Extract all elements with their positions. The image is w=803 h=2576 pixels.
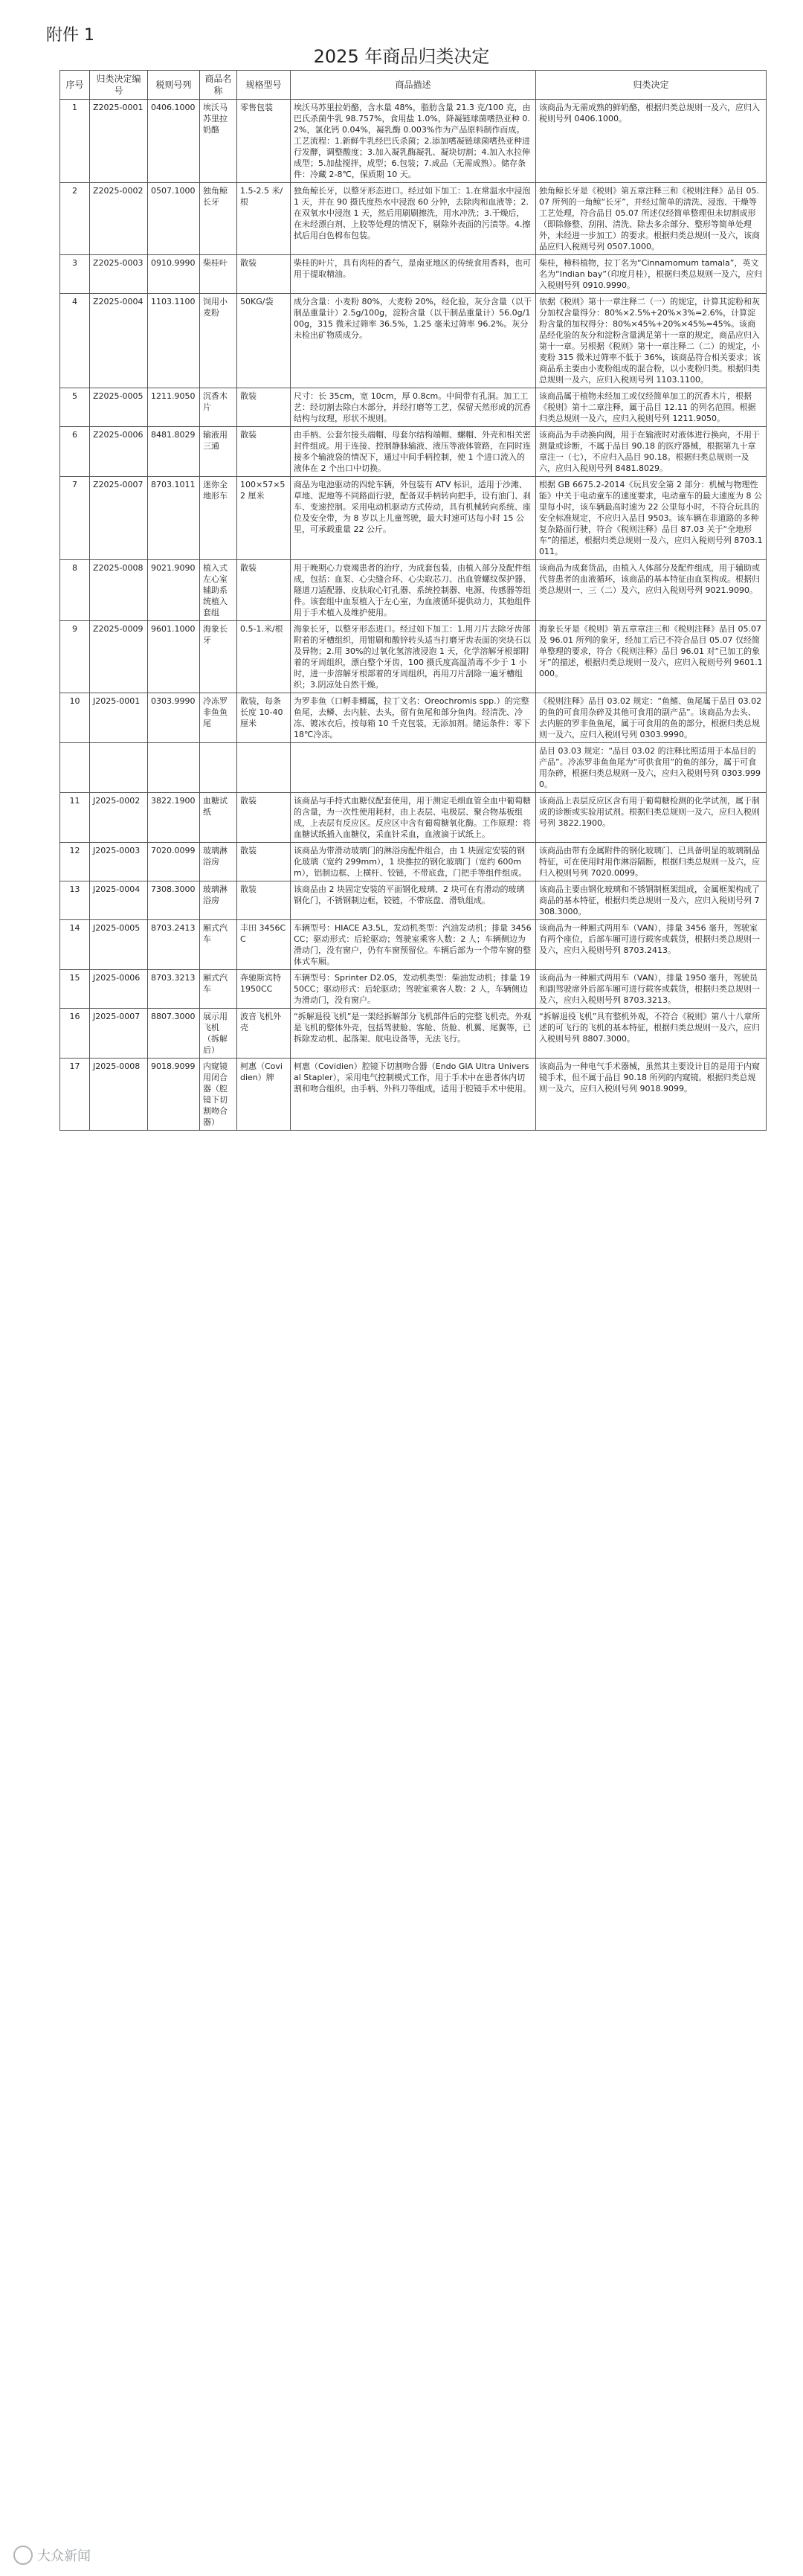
row-seq: 4 [60,294,90,388]
header-code: 归类决定编号 [90,71,148,100]
row-seq: 12 [60,843,90,881]
table-header-row [60,71,767,100]
row-hs-code: 3822.1900 [148,793,200,843]
table-row [60,183,767,255]
classification-table [59,70,767,1131]
row-description: 海象长牙，以整牙形态进口。经过如下加工：1.用刀片去除牙齿部附着的牙槽组织，用钳刷和酸锌转头适当打磨牙齿表面的突块石以及异物；2.用 30%的过氧化氢溶液浸泡 1 天，化学溶解牙根部附着的牙周组织，漂白整个牙齿，100 摄氏度高温消毒不少于 1 小时，进一步溶解牙根部着的牙周组织，再用刀片刮除一遍牙槽组织；3.阴凉处自然干燥。 [291,621,536,693]
row-product-name [200,743,237,793]
annex-label: 附件 1 [46,26,94,45]
row-product-name: 饲用小麦粉 [200,294,237,388]
row-product-name: 玻璃淋浴房 [200,881,237,920]
header-seq: 序号 [60,71,90,100]
row-product-name: 海象长牙 [200,621,237,693]
row-spec: 0.5-1.米/根 [237,621,291,693]
row-ruling: 依据《税则》第十一章注释二（一）的规定，计算其淀粉和灰分加权含量得分：80%×2.5%+20%×3%=2.6%，计算淀粉含量的加权得分：80%×45%+20%×45%=45%。该商品经化验的灰分和淀粉含量满足第十一章的规定，商品应归入第十一章。另根据《税则》第十一章注释二（二）的规定，小麦粉 315 微米过筛率不低于 36%，该商品符合相关要求；该商品系主要由小麦粉组成的混合粉，以小麦粉归类。根据归类总规则一及六，应归入税则号列 1103.1100。 [536,294,767,388]
row-description: 成分含量：小麦粉 80%，大麦粉 20%，经化验，灰分含量（以干制品重量计）2.5g/100g，淀粉含量（以干制品重量计）56.0g/100g，315 微米过筛率 36.5%，1.25 毫米过筛率 96.2%。灰分未检出矿物质成分。 [291,294,536,388]
row-product-name: 输液用三通 [200,427,237,477]
row-code: Z2025-0003 [90,255,148,294]
table-row [60,881,767,920]
watermark [13,2546,91,2565]
row-spec [237,743,291,793]
table-row [60,793,767,843]
row-seq: 5 [60,388,90,427]
row-hs-code: 0303.9990 [148,693,200,743]
row-description [291,743,536,793]
row-code: J2025-0003 [90,843,148,881]
row-product-name: 独角鲸长牙 [200,183,237,255]
row-code: J2025-0004 [90,881,148,920]
row-seq: 7 [60,477,90,560]
row-product-name: 植入式左心室辅助系统植入套组 [200,560,237,621]
row-ruling: 该商品为成套货品，由植入人体部分及配件组成，用于辅助或代替患者的血液循环，该商品的基本特征由血泵构成。根据归类总规则一、三（二）及六，应归入税则号列 9021.9090。 [536,560,767,621]
row-ruling: 该商品上表层反应区含有用于葡萄糖检测的化学试剂，属于制成的诊断或实验用试剂。根据归类总规则一及六，应归入税则号列 3822.1900。 [536,793,767,843]
header-desc: 商品描述 [291,71,536,100]
row-spec: 散装 [237,255,291,294]
row-product-name: 血糖试纸 [200,793,237,843]
row-hs-code: 8481.8029 [148,427,200,477]
row-spec: 零售包装 [237,100,291,183]
row-ruling: 根据 GB 6675.2-2014《玩具安全第 2 部分：机械与物理性能》中关于电动童车的速度要求，电动童车的最大速度为 8 公里每小时，该车辆最高时速为 22 公里每小时，不符合玩具的安全标准规定，不应归入品目 9503。该车辆在非道路的多种复杂路面行驶，符合《税则注释》品目 87.03 关于“全地形车”的描述，根据归类总规则一及六，应归入税则号列 8703.1011。 [536,477,767,560]
row-ruling: 海象长牙是《税则》第五章章注三和《税则注释》品目 05.07 及 96.01 所列的象牙，经加工后已不符合品目 05.07 仅经简单整理的要求，符合《税则注释》品目 96.01 对“已加工的象牙”的描述，根据归类总规则一及六，应归入税则号列 9601.1000。 [536,621,767,693]
row-description: 该商品为带滑动玻璃门的淋浴房配件组合，由 1 块固定安装的钢化玻璃（宽约 299mm），1 块推拉的钢化玻璃门（宽约 600mm），铝制边框、上横杆、铰链，不带底盘，门把手等组件组成。 [291,843,536,881]
row-code: Z2025-0006 [90,427,148,477]
table-row [60,294,767,388]
row-spec: 散装 [237,388,291,427]
row-hs-code: 7020.0099 [148,843,200,881]
watermark-text: 大众新闻 [37,2548,91,2564]
row-product-name: 迷你全地形车 [200,477,237,560]
row-hs-code: 8807.3000 [148,1009,200,1059]
row-hs-code: 1211.9050 [148,388,200,427]
table-row [60,693,767,743]
row-spec: 散装 [237,843,291,881]
row-product-name: 内窥镜用闭合器（腔镜下切割吻合器） [200,1059,237,1131]
row-hs-code: 8703.1011 [148,477,200,560]
news-logo-icon [13,2546,33,2565]
row-product-name: 厢式汽车 [200,970,237,1009]
table-row [60,427,767,477]
row-seq: 16 [60,1009,90,1059]
row-ruling: 《税则注释》品目 03.02 规定：“鱼鳍、鱼尾属于品目 03.02 的鱼的可食用杂碎及其他可食用的副产品”。该商品为去头、去内脏的罗非鱼鱼尾，属于可食用的鱼的部分，根据归类总规则一及六，应归入税则号列 0303.9990。 [536,693,767,743]
row-seq [60,743,90,793]
row-description: 商品为电池驱动的四轮车辆，外包装有 ATV 标识，适用于沙滩、草地、泥地等不同路面行驶，配备双手柄转向把手，设有油门、刹车、变速控制。采用电动机驱动方式传动，具有机械转向系统、座位及安全带，为 8 岁以上儿童驾驶，最大时速可达每小时 15 公里，可承载重量 22 公斤。 [291,477,536,560]
row-seq: 9 [60,621,90,693]
table-row [60,477,767,560]
row-description: 柴桂的叶片，具有肉桂的香气，是南亚地区的传统食用香料，也可用于提取精油。 [291,255,536,294]
row-spec: 散装 [237,427,291,477]
row-product-name: 展示用飞机（拆解后） [200,1009,237,1059]
table-row [60,920,767,970]
row-spec: 散装 [237,881,291,920]
row-spec: 散装，每条长度 10-40 厘米 [237,693,291,743]
row-product-name: 玻璃淋浴房 [200,843,237,881]
row-ruling: 该商品为无需成熟的鲜奶酪，根据归类总规则一及六，应归入税则号列 0406.1000。 [536,100,767,183]
row-ruling: 该商品由带有金属附件的钢化玻璃门、已具备明显的玻璃制品特征，可在使用时用作淋浴隔断，根据归类总规则一及六，应归入税则号列 7020.0099。 [536,843,767,881]
table-row [60,843,767,881]
row-code: J2025-0005 [90,920,148,970]
row-ruling: 该商品为一种电气手术器械，虽然其主要设计目的是用于内窥镜手术，但不属于品目 90.18 所列的内窥镜。根据归类总规则一及六，应归入税则号列 9018.9099。 [536,1059,767,1131]
row-code: Z2025-0008 [90,560,148,621]
row-code: Z2025-0009 [90,621,148,693]
row-ruling: 柴桂，樟科植物，拉丁名为“Cinnamomum tamala”，英文名为“Indian bay”（印度月桂），根据归类总规则一及六，应归入税则号列 0910.9990。 [536,255,767,294]
row-ruling: 该商品属于植物未经加工或仅经简单加工的沉香木片，根据《税则》第十二章注释，属于品目 12.11 的列名范围。根据归类总规则一及六，应归入税则号列 1211.9050。 [536,388,767,427]
row-description: 柯惠（Covidien）腔镜下切割吻合器（Endo GIA Ultra Universal Stapler），采用电气控制模式工作，用于手术中在患者体内切割和吻合组织，由手柄、外科刀等组成，适用于腔镜手术中使用。 [291,1059,536,1131]
row-code: J2025-0007 [90,1009,148,1059]
row-spec: 奔驰斯宾特 1950CC [237,970,291,1009]
row-spec: 丰田 3456CC [237,920,291,970]
row-code [90,743,148,793]
row-spec: 1.5-2.5 米/根 [237,183,291,255]
row-product-name: 厢式汽车 [200,920,237,970]
table-row [60,100,767,183]
row-product-name: 埃沃马苏里拉奶酪 [200,100,237,183]
row-description: “拆解退役飞机”是一架经拆解部分飞机部件后的完整飞机壳。外观是飞机的整体外壳，包括驾驶舱、客舱、货舱、机翼、尾翼等，已拆除发动机、起落架、航电设备等，无法飞行。 [291,1009,536,1059]
row-hs-code: 0910.9990 [148,255,200,294]
row-description: 由手柄、公套尔接头端帽、母套尔结构端帽、螺帽、外壳和相关密封件组成。用于连接、控制静脉输液、液压等液体管路，在同时连接多个输液袋的情况下，通过中间手柄控制，使 1 个进口流入的液体在 2 个出口中切换。 [291,427,536,477]
header-ruling: 归类决定 [536,71,767,100]
row-ruling: 该商品为手动换向阀，用于在输液时对液体进行换向，不用于测量或诊断，不属于品目 90.18 的医疗器械，根据第九十章章注一（七），不应归入品目 90.18。根据归类总规则一及六，应归入税则号列 8481.8029。 [536,427,767,477]
row-seq: 15 [60,970,90,1009]
table-row [60,1059,767,1131]
row-spec: 100×57×52 厘米 [237,477,291,560]
row-seq: 14 [60,920,90,970]
row-ruling: “拆解退役飞机”具有整机外观，不符合《税则》第八十八章所述的可飞行的飞机的基本特征，根据归类总规则一及六，应归入税则号列 8807.3000。 [536,1009,767,1059]
row-description: 埃沃马苏里拉奶酪，含水量 48%，脂肪含量 21.3 克/100 克，由巴氏杀菌牛乳 98.757%，食用盐 1.0%，降凝链球菌嗜热亚种 0.2%，氯化钙 0.04%，凝乳酶 0.003%作为产品原料制作而成。工艺流程：1.新鲜牛乳经巴氏杀菌；2.添加嗜凝链球菌嗜热亚种进行发酵，调整酸度；3.加入凝乳酶凝乳、凝块切割；4.加入水拉伸成型；5.加盐搅拌，成型；6.包装；7.成品（无需成熟）。储存条件：冷藏 2-8℃，保质期 10 天。 [291,100,536,183]
table-row [60,255,767,294]
row-hs-code: 7308.3000 [148,881,200,920]
table-row [60,743,767,793]
table-row [60,560,767,621]
row-code: Z2025-0004 [90,294,148,388]
row-product-name: 柴桂叶 [200,255,237,294]
row-ruling: 该商品为一种厢式两用车（VAN），排量 3456 毫升，驾驶室有两个座位，后部车厢可进行载客或载货，根据归类总规则一及六，应归入税则号列 8703.2413。 [536,920,767,970]
row-description: 车辆型号：HIACE A3.5L，发动机类型：汽油发动机；排量 3456CC；驱动形式：后轮驱动；驾驶室乘客人数：2 人；车辆侧边为滑动门，没有窗户，仍有车窗预留位。车辆后部为一个带车窗的整体式车厢。 [291,920,536,970]
row-code: Z2025-0005 [90,388,148,427]
row-seq: 1 [60,100,90,183]
row-spec: 散装 [237,793,291,843]
row-code: Z2025-0001 [90,100,148,183]
row-description: 车辆型号：Sprinter D2.0S，发动机类型：柴油发动机；排量 1950CC；驱动形式：后轮驱动；驾驶室乘客人数：2 人，车辆侧边为滑动门，没有窗户。 [291,970,536,1009]
row-spec: 散装 [237,560,291,621]
row-hs-code: 0406.1000 [148,100,200,183]
row-spec: 柯惠（Covidien）牌 [237,1059,291,1131]
row-description: 独角鲸长牙，以整牙形态进口。经过如下加工：1.在常温水中浸泡 1 天，并在 90 摄氏度热水中浸泡 60 分钟，去除肉和血液等；2.在双氧水中浸泡 1 天，然后用刷刷擦洗，用水冲洗；3.干燥后，在未经漂白剂、上胶等处理的情况下，剔除外表面的污渍等。4.擦拭后用白色棉布包装。 [291,183,536,255]
document-title: 2025 年商品归类决定 [313,46,490,67]
row-hs-code: 8703.2413 [148,920,200,970]
row-seq: 13 [60,881,90,920]
row-hs-code: 9601.1000 [148,621,200,693]
row-hs-code: 9021.9090 [148,560,200,621]
row-spec: 波音飞机外壳 [237,1009,291,1059]
table-row [60,1009,767,1059]
row-code: J2025-0008 [90,1059,148,1131]
row-code: Z2025-0007 [90,477,148,560]
row-seq: 2 [60,183,90,255]
row-ruling: 独角鲸长牙是《税则》第五章注释三和《税则注释》品目 05.07 所列的一角鲸“长牙”，并经过简单的清洗、浸泡、干燥等工艺处理，符合品目 05.07 所述仅经简单整理但未切割成形（即除修整、刮削、清洗、除去多余部分、整形等简单处理外，未经进一步加工）的要求。根据归类总规则一及六，该商品应归入税则号列 0507.1000。 [536,183,767,255]
table-row [60,388,767,427]
row-hs-code [148,743,200,793]
row-description: 为罗非鱼（口孵非鲫属，拉丁文名：Oreochromis spp.）的完整鱼尾，去鳞、去内脏、去头，留有鱼尾和部分鱼肉。经清洗、冷冻、镀冰衣后，按每箱 10 千克包装，无添加剂。储运条件：零下 18℃冷冻。 [291,693,536,743]
row-ruling: 该商品为一种厢式两用车（VAN），排量 1950 毫升，驾驶员和副驾驶席外后部车厢可进行载客或载货，根据归类总规则一及六，应归入税则号列 8703.3213。 [536,970,767,1009]
header-name: 商品名称 [200,71,237,100]
row-seq: 10 [60,693,90,743]
row-seq: 8 [60,560,90,621]
row-hs-code: 8703.3213 [148,970,200,1009]
row-code: J2025-0006 [90,970,148,1009]
header-spec: 规格型号 [237,71,291,100]
table-row [60,970,767,1009]
row-code: J2025-0001 [90,693,148,743]
row-code: J2025-0002 [90,793,148,843]
row-seq: 3 [60,255,90,294]
row-description: 尺寸：长 35cm，宽 10cm，厚 0.8cm。中间带有孔洞。加工工艺：经切割去除白木部分，并经打磨等工艺，保留天然形成的沉香结构与纹理，形状不规则。 [291,388,536,427]
header-hs: 税则号列 [148,71,200,100]
row-hs-code: 0507.1000 [148,183,200,255]
row-spec: 50KG/袋 [237,294,291,388]
row-description: 该商品由 2 块固定安装的平面钢化玻璃、2 块可在有滑动的玻璃钢化门，不锈钢制边框，铰链，不带底盘、滑轨组成。 [291,881,536,920]
table-row [60,621,767,693]
row-description: 该商品与手持式血糖仪配套使用，用于测定毛细血管全血中葡萄糖的含量，为一次性使用耗材，由上表层、电极层、聚合物基板组成，上表层有反应区。反应区中含有葡萄糖氧化酶。工作原理：将血糖试纸插入血糖仪，采血针采血，血液滴于试纸上。 [291,793,536,843]
row-seq: 17 [60,1059,90,1131]
row-seq: 6 [60,427,90,477]
row-product-name: 冷冻罗非鱼鱼尾 [200,693,237,743]
row-product-name: 沉香木片 [200,388,237,427]
row-hs-code: 1103.1100 [148,294,200,388]
row-ruling: 该商品主要由钢化玻璃和不锈钢制框架组成，金属框架构成了商品的基本特征，根据归类总规则一及六，应归入税则号列 7308.3000。 [536,881,767,920]
row-seq: 11 [60,793,90,843]
row-description: 用于晚期心力衰竭患者的治疗，为成套包装，由植入部分及配件组成，包括：血泵、心尖缝合环、心尖取芯刀、出血管螺纹保护器、隧道刀适配器、皮肤取心钉孔器、系统控制器、电源、传感器等组件。该套组中血泵植入于左心室，为血液循环提供动力，其他组件用于手术植入及维护使用。 [291,560,536,621]
row-ruling: 品目 03.03 规定：“品目 03.02 的注释比照适用于本品目的产品”。冷冻罗非鱼鱼尾为“可供食用”的鱼的部分，属于可食用杂碎，根据归类总规则一及六，应归入税则号列 0303.9990。 [536,743,767,793]
row-code: Z2025-0002 [90,183,148,255]
row-hs-code: 9018.9099 [148,1059,200,1131]
